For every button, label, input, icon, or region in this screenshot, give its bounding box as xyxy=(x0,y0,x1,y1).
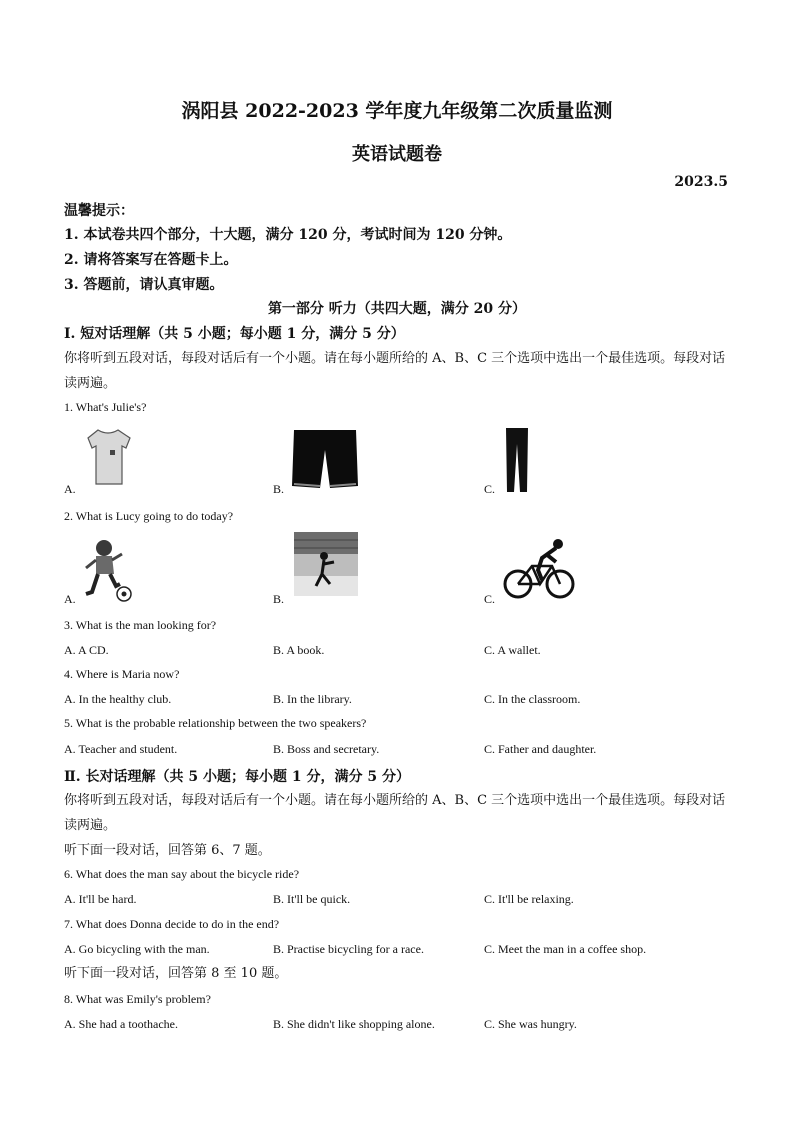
q8-option-c: C. She was hungry. xyxy=(484,1017,577,1031)
q3-option-b: B. A book. xyxy=(273,643,325,657)
q3-option-c: C. A wallet. xyxy=(484,643,541,657)
cycling-picture xyxy=(502,536,576,600)
tip-item: 1. 本试卷共四个部分，十大题，满分 120 分，考试时间为 120 分钟。 xyxy=(64,227,512,243)
trousers-picture xyxy=(504,426,530,494)
q6-option-c: C. It'll be relaxing. xyxy=(484,892,574,906)
q2-option-a: A. xyxy=(64,592,76,606)
question-3: 3. What is the man looking for? xyxy=(64,618,217,632)
q8-option-a: A. She had a toothache. xyxy=(64,1017,178,1031)
tshirt-picture xyxy=(84,426,132,488)
q5-option-b: B. Boss and secretary. xyxy=(273,742,380,756)
exam-date: 2023.5 xyxy=(674,174,728,190)
q6-option-b: B. It'll be quick. xyxy=(273,892,351,906)
q7-option-b: B. Practise bicycling for a race. xyxy=(273,942,424,956)
part1-title: 第一部分 听力（共四大题，满分 20 分） xyxy=(267,301,527,317)
tip-item: 3. 答题前，请认真审题。 xyxy=(64,277,224,293)
question-5: 5. What is the probable relationship between the two speakers? xyxy=(64,716,367,730)
skating-picture xyxy=(294,532,358,596)
question-1: 1. What's Julie's? xyxy=(64,400,147,414)
q6-option-a: A. It'll be hard. xyxy=(64,892,137,906)
q2-option-b: B. xyxy=(273,592,285,606)
q5-option-c: C. Father and daughter. xyxy=(484,742,597,756)
question-8: 8. What was Emily's problem? xyxy=(64,992,211,1006)
tips-heading: 温馨提示： xyxy=(64,203,134,219)
q1-option-c: C. xyxy=(484,482,496,496)
q7-option-c: C. Meet the man in a coffee shop. xyxy=(484,942,647,956)
section2-note-8-10: 听下面一段对话，回答第 8 至 10 题。 xyxy=(64,966,288,981)
q4-option-b: B. In the library. xyxy=(273,692,352,706)
section2-note-6-7: 听下面一段对话，回答第 6、7 题。 xyxy=(64,843,271,858)
q3-option-a: A. A CD. xyxy=(64,643,109,657)
exam-title: 涡阳县 2022-2023 学年度九年级第二次质量监测 xyxy=(181,100,613,122)
q7-option-a: A. Go bicycling with the man. xyxy=(64,942,210,956)
section2-instructions: 你将听到五段对话，每段对话后有一个小题。请在每小题所给的 A、B、C 三个选项中选出一个最佳选项。每段对话读两遍。 xyxy=(64,793,726,833)
q5-option-a: A. Teacher and student. xyxy=(64,742,178,756)
q2-option-c: C. xyxy=(484,592,496,606)
shorts-picture xyxy=(290,428,360,492)
exam-subtitle: 英语试题卷 xyxy=(352,144,442,165)
tip-item: 2. 请将答案写在答题卡上。 xyxy=(64,252,238,268)
q4-option-c: C. In the classroom. xyxy=(484,692,581,706)
question-4: 4. Where is Maria now? xyxy=(64,667,180,681)
section1-instructions: 你将听到五段对话，每段对话后有一个小题。请在每小题所给的 A、B、C 三个选项中选出一个最佳选项。每段对话读两遍。 xyxy=(64,351,726,391)
q4-option-a: A. In the healthy club. xyxy=(64,692,172,706)
q1-option-b: B. xyxy=(273,482,285,496)
q1-option-a: A. xyxy=(64,482,76,496)
question-7: 7. What does Donna decide to do in the end? xyxy=(64,917,280,931)
section2-title: Ⅱ. 长对话理解（共 5 小题；每小题 1 分，满分 5 分） xyxy=(64,769,411,785)
question-2: 2. What is Lucy going to do today? xyxy=(64,509,234,523)
football-picture xyxy=(82,538,134,604)
q8-option-b: B. She didn't like shopping alone. xyxy=(273,1017,435,1031)
section1-title: Ⅰ. 短对话理解（共 5 小题；每小题 1 分，满分 5 分） xyxy=(64,326,405,342)
question-6: 6. What does the man say about the bicycle ride? xyxy=(64,867,300,881)
